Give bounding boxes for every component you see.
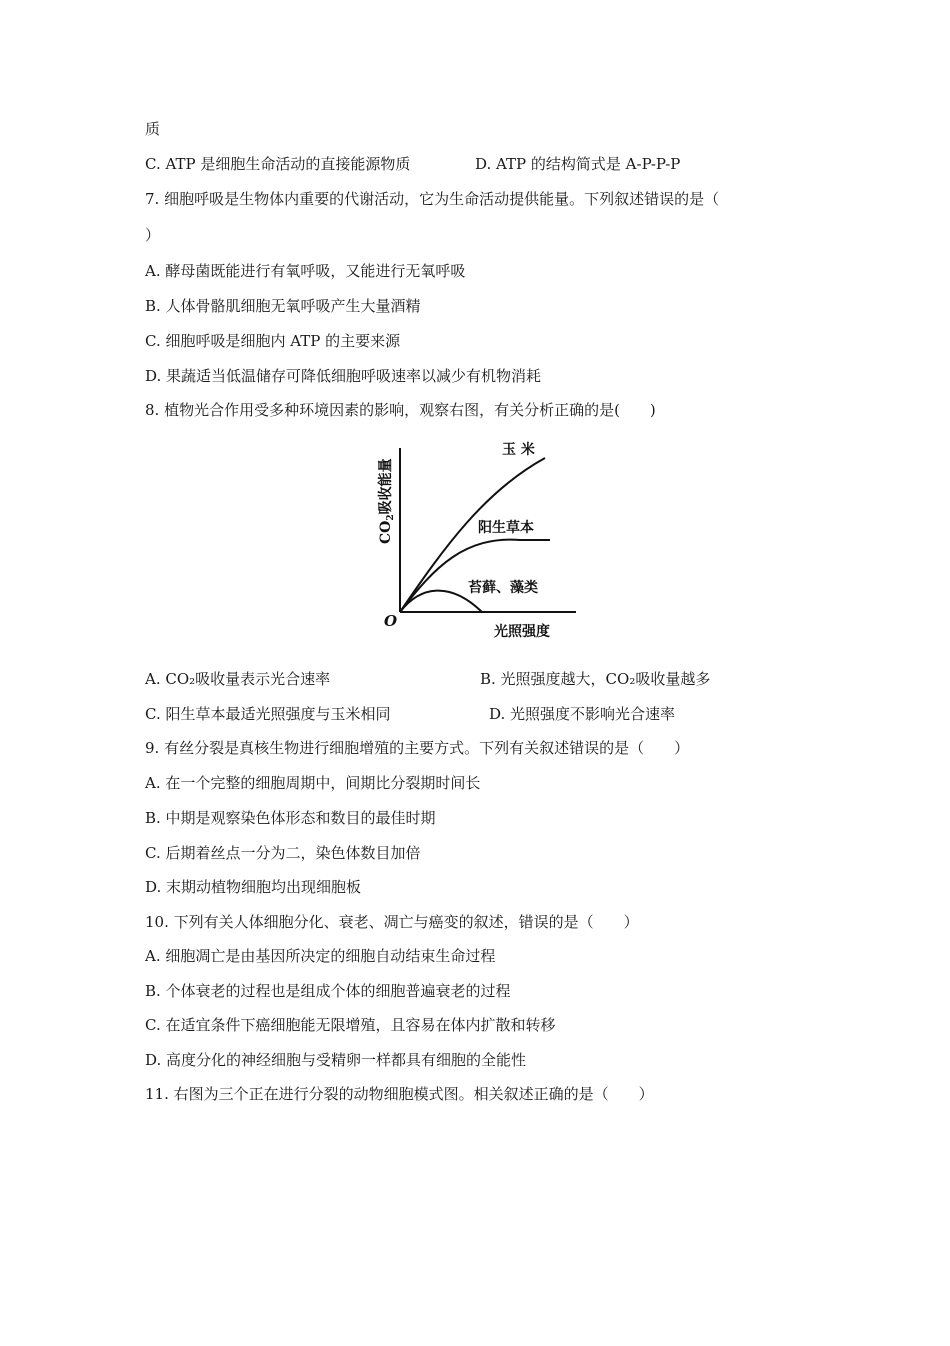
q9-option-a: A. 在一个完整的细胞周期中，间期比分裂期时间长 xyxy=(145,774,481,792)
y-axis-label: $CO_2$吸收能量 xyxy=(378,458,396,544)
q9-option-d: D. 末期动植物细胞均出现细胞板 xyxy=(145,878,362,896)
question-9: 9. 有丝分裂是真核生物进行细胞增殖的主要方式。下列有关叙述错误的是（ ） xyxy=(145,739,690,757)
q8-option-c: C. 阳生草本最适光照强度与玉米相同 xyxy=(145,705,391,723)
question-8: 8. 植物光合作用受多种环境因素的影响，观察右图，有关分析正确的是( ) xyxy=(145,401,656,419)
co2-absorption-graph xyxy=(370,436,590,642)
label-corn: 玉 米 xyxy=(502,442,535,458)
q6-option-d: D. ATP 的结构简式是 A-P-P-P xyxy=(475,155,681,173)
question-7: 7. 细胞呼吸是生物体内重要的代谢活动，它为生命活动提供能量。下列叙述错误的是（ xyxy=(145,190,720,208)
curve-sun-herb xyxy=(400,540,550,612)
q10-option-d: D. 高度分化的神经细胞与受精卵一样都具有细胞的全能性 xyxy=(145,1051,527,1069)
q10-option-c: C. 在适宜条件下癌细胞能无限增殖，且容易在体内扩散和转移 xyxy=(145,1016,556,1034)
q6-option-c: C. ATP 是细胞生命活动的直接能源物质 xyxy=(145,155,411,173)
q7-option-d: D. 果蔬适当低温储存可降低细胞呼吸速率以减少有机物消耗 xyxy=(145,367,542,385)
q7-option-b: B. 人体骨骼肌细胞无氧呼吸产生大量酒精 xyxy=(145,297,421,315)
line-zhi: 质 xyxy=(145,120,161,138)
question-11: 11. 右图为三个正在进行分裂的动物细胞模式图。相关叙述正确的是（ ） xyxy=(145,1085,654,1103)
origin-label: O xyxy=(384,612,398,630)
q10-option-b: B. 个体衰老的过程也是组成个体的细胞普遍衰老的过程 xyxy=(145,982,511,1000)
q9-option-b: B. 中期是观察染色体形态和数目的最佳时期 xyxy=(145,809,436,827)
q9-option-c: C. 后期着丝点一分为二，染色体数目加倍 xyxy=(145,844,421,862)
question-10: 10. 下列有关人体细胞分化、衰老、凋亡与癌变的叙述，错误的是（ ） xyxy=(145,913,639,931)
label-sun-herb: 阳生草本 xyxy=(478,520,534,536)
q8-option-a: A. CO₂吸收量表示光合速率 xyxy=(145,670,331,688)
q7-option-c: C. 细胞呼吸是细胞内 ATP 的主要来源 xyxy=(145,332,401,350)
q7-option-a: A. 酵母菌既能进行有氧呼吸，又能进行无氧呼吸 xyxy=(145,262,466,280)
question-7-bracket-end: ） xyxy=(145,226,161,244)
x-axis-label: 光照强度 xyxy=(494,624,550,640)
label-moss-algae: 苔藓、藻类 xyxy=(468,580,538,596)
q8-option-b: B. 光照强度越大，CO₂吸收量越多 xyxy=(480,670,711,688)
q8-option-d: D. 光照强度不影响光合速率 xyxy=(489,705,676,723)
q10-option-a: A. 细胞凋亡是由基因所决定的细胞自动结束生命过程 xyxy=(145,947,496,965)
